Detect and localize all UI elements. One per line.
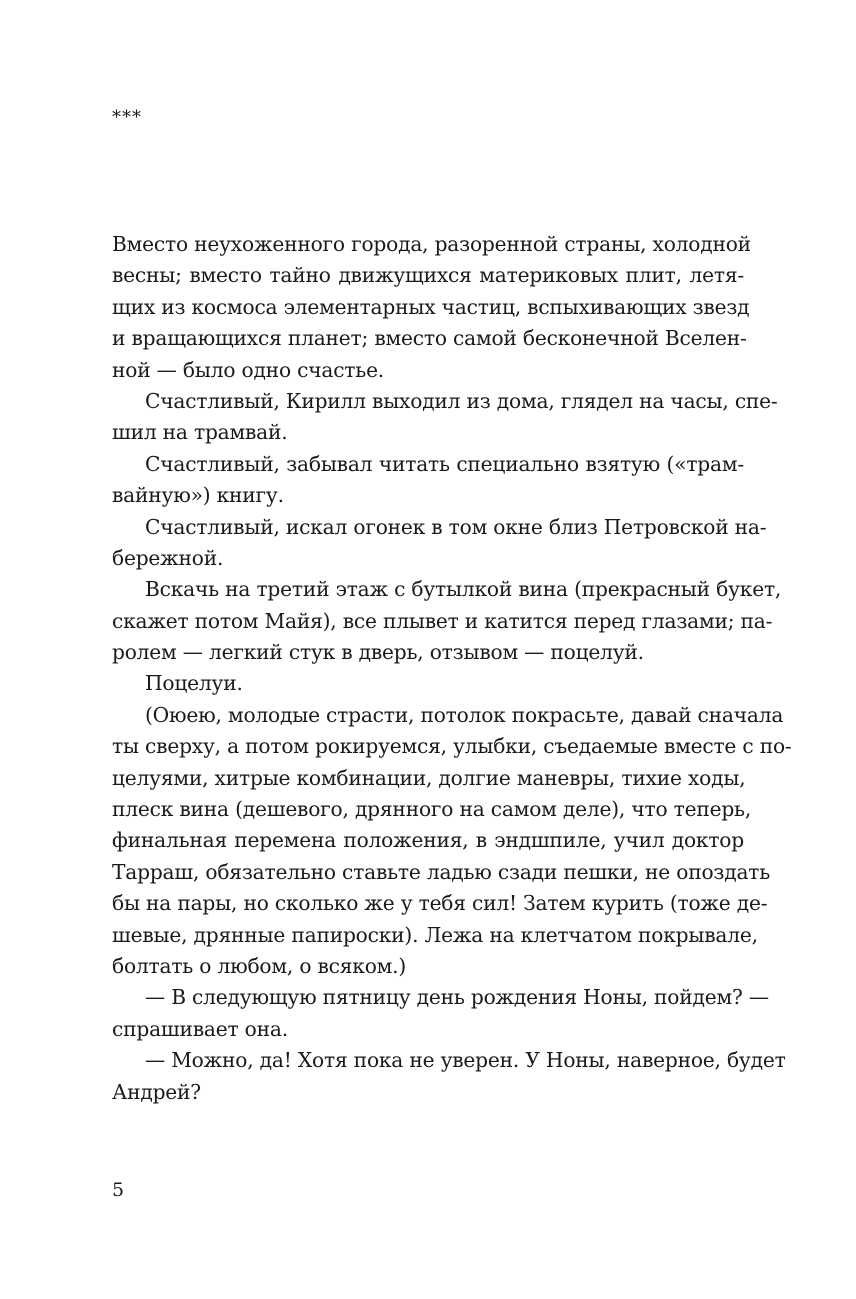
text-line: болтать о любом, о всяком.) <box>112 953 407 978</box>
text-line: весны; вместо тайно движущихся материковых плит, летя- <box>112 263 744 288</box>
text-line: финальная перемена положения, в эндшпиле, учил доктор <box>112 828 744 853</box>
text-line: скажет потом Майя), все плывет и катится перед глазами; па- <box>112 608 773 633</box>
text-line: ролем — легкий стук в дверь, отзывом — поцелуй. <box>112 640 644 665</box>
text-line: — Можно, да! Хотя пока не уверен. У Ноны, наверное, будет <box>145 1048 786 1073</box>
text-line: плеск вина (дешевого, дрянного на самом деле), что теперь, <box>112 797 752 822</box>
text-line: Вскачь на третий этаж с бутылкой вина (прекрасный букет, <box>145 577 782 602</box>
text-line: Счастливый, забывал читать специально взятую («трам- <box>145 451 744 476</box>
text-line: целуями, хитрые комбинации, долгие маневры, тихие ходы, <box>112 765 746 790</box>
text-line: — В следующую пятницу день рождения Ноны, пойдем? — <box>145 985 769 1010</box>
text-line: и вращающихся планет; вместо самой бесконечной Вселен- <box>112 326 747 351</box>
text-line: Счастливый, искал огонек в том окне близ Петровской на- <box>145 514 767 539</box>
page-number: 5 <box>112 1179 125 1201</box>
text-line: Вместо неухоженного города, разоренной страны, холодной <box>112 232 751 256</box>
text-line: бы на пары, но сколько же у тебя сил! Затем курить (тоже де- <box>112 891 768 916</box>
text-line: Тарраш, обязательно ставьте ладью сзади пешки, не опоздать <box>112 859 771 884</box>
text-line: шевые, дрянные папироски). Лежа на клетчатом покрывале, <box>112 922 758 947</box>
text-line: вайную») книгу. <box>112 483 284 508</box>
text-line: ной — было одно счастье. <box>112 357 385 382</box>
text-line: спрашивает она. <box>112 1016 288 1041</box>
section-separator: *** <box>112 107 142 128</box>
text-line: бережной. <box>112 545 224 570</box>
text-line: шил на трамвай. <box>112 420 288 445</box>
text-line: ты сверху, а потом рокируемся, улыбки, съедаемые вместе с по- <box>112 734 792 759</box>
text-line: щих из космоса элементарных частиц, вспыхивающих звезд <box>112 294 750 319</box>
text-line: (Оюею, молодые страсти, потолок покрасьте, давай сначала <box>145 702 784 727</box>
body-text <box>112 229 792 1108</box>
text-line: Поцелуи. <box>145 671 243 696</box>
text-line: Счастливый, Кирилл выходил из дома, глядел на часы, спе- <box>145 388 778 413</box>
text-line: Андрей? <box>112 1079 201 1104</box>
